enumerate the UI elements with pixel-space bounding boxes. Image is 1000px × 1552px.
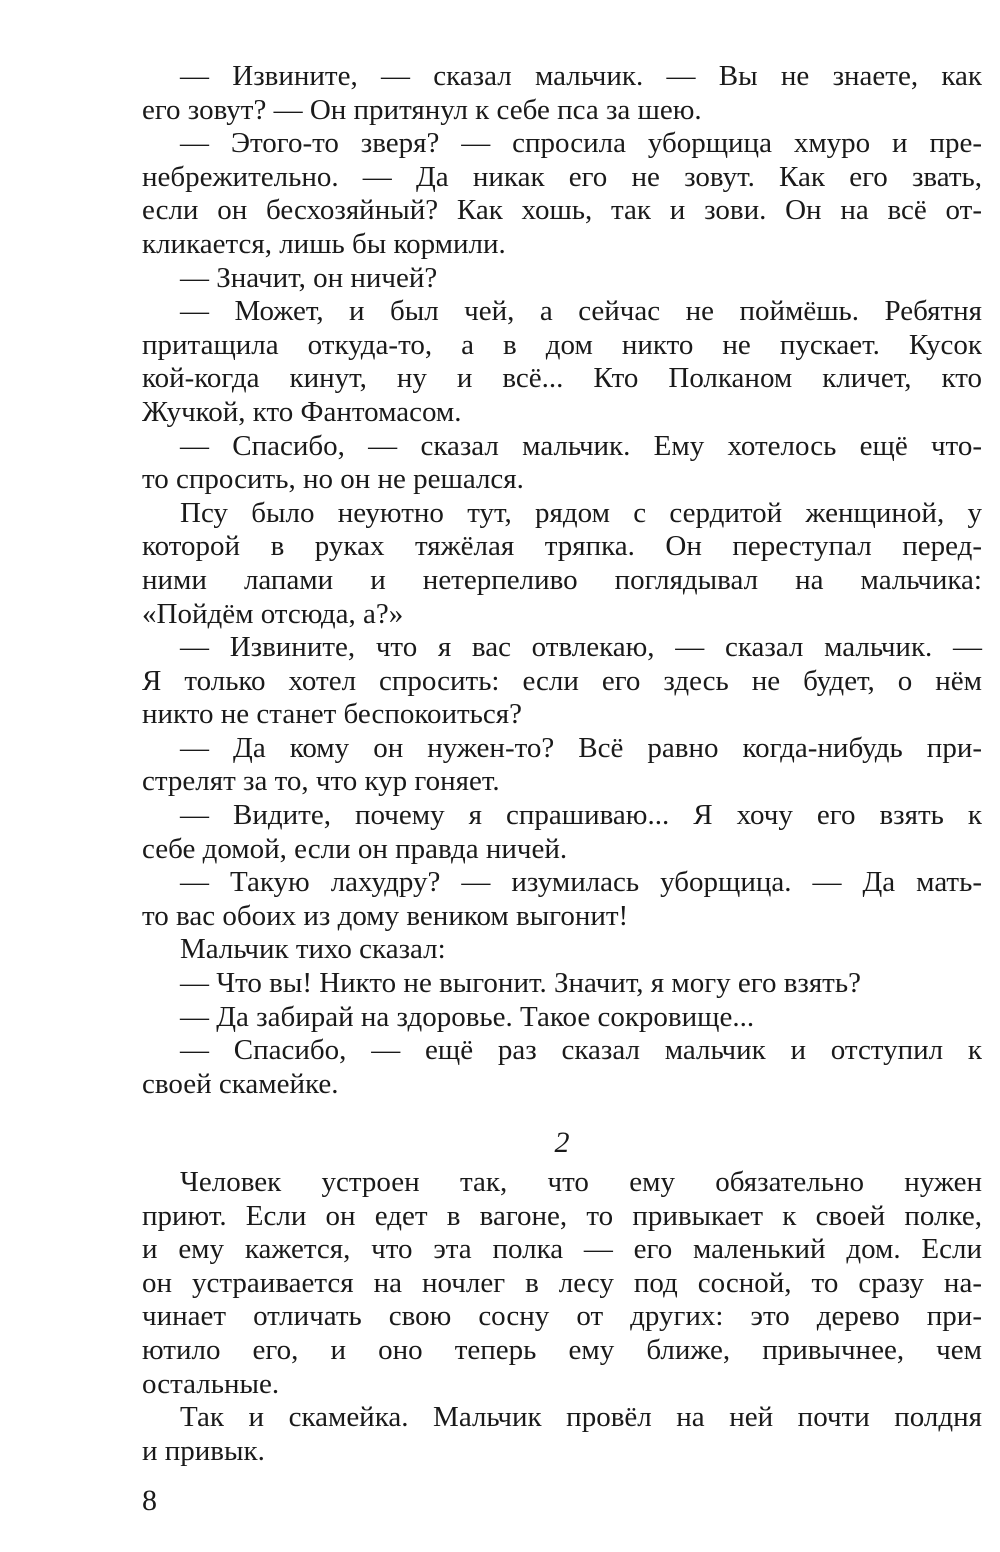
text-line: то вас обоих из дому веником выгонит! (142, 899, 629, 932)
text-line: — Извините, что я вас отвлекаю, — сказал мальчик. — (180, 631, 982, 664)
text-line: Я только хотел спросить: если его здесь не будет, о нём (142, 664, 982, 697)
text-line: — Спасибо, — сказал мальчик. Ему хотелось ещё что- (180, 429, 982, 462)
chapter-number: 2 (554, 1126, 570, 1159)
text-line: — Видите, почему я спрашиваю... Я хочу его взять к (180, 799, 982, 832)
text-line: — Этого-то зверя? — спросила уборщица хмуро и пре- (180, 127, 982, 160)
text-line: он устраивается на ночлег в лесу под сосной, то сразу на- (142, 1266, 982, 1299)
text-line: — Да кому он нужен-то? Всё равно когда-нибудь при- (180, 731, 982, 764)
text-line: — Извините, — сказал мальчик. — Вы не знаете, как (180, 60, 982, 92)
text-line: его зовут? — Он притянул к себе пса за шею. (142, 93, 702, 126)
text-line: Мальчик тихо сказал: (180, 933, 446, 966)
text-line: и привык. (142, 1434, 265, 1467)
text-line: кликается, лишь бы кормили. (142, 227, 506, 260)
text-line: Так и скамейка. Мальчик провёл на ней почти полдня (180, 1401, 982, 1434)
text-line: себе домой, если он правда ничей. (142, 832, 568, 865)
text-line: Человек устроен так, что ему обязательно нужен (180, 1166, 982, 1198)
text-line: — Да забирай на здоровье. Такое сокровище... (180, 1000, 755, 1033)
page-number: 8 (142, 1484, 157, 1517)
text-line: небрежительно. — Да никак его не зовут. Как его звать, (142, 160, 982, 193)
text-line: если он бесхозяйный? Как хошь, так и зови. Он на всё от- (142, 194, 982, 227)
text-line: — Может, и был чей, а сейчас не поймёшь. Ребятня (180, 295, 982, 328)
section-2-text (142, 1166, 982, 1468)
text-line: ними лапами и нетерпеливо поглядывал на мальчика: (142, 563, 982, 596)
text-line: — Значит, он ничей? (180, 261, 438, 294)
text-line: остальные. (142, 1367, 280, 1400)
text-line: которой в руках тяжёлая тряпка. Он переступал перед- (142, 530, 982, 563)
text-line: чинает отличать свою сосну от других: это дерево при- (142, 1300, 982, 1333)
text-line: кой-когда кинут, ну и всё... Кто Полканом кличет, кто (142, 362, 982, 395)
text-line: своей скамейке. (142, 1067, 339, 1100)
text-line: Псу было неуютно тут, рядом с сердитой женщиной, у (180, 496, 982, 529)
text-line: ютило его, и оно теперь ему ближе, привычнее, чем (142, 1333, 982, 1366)
text-line: «Пойдём отсюда, а?» (142, 597, 404, 630)
text-line: притащила откуда-то, а в дом никто не пускает. Кусок (142, 328, 982, 361)
text-line: то спросить, но он не решался. (142, 463, 524, 496)
text-line: — Такую лахудру? — изумилась уборщица. — Да мать- (180, 866, 982, 899)
section-1-text (142, 60, 982, 1101)
text-line: и ему кажется, что эта полка — его маленький дом. Если (142, 1233, 982, 1266)
text-line: — Что вы! Никто не выгонит. Значит, я могу его взять? (180, 967, 861, 1000)
text-line: Жучкой, кто Фантомасом. (142, 395, 462, 428)
text-line: никто не станет беспокоиться? (142, 698, 522, 731)
text-line: — Спасибо, — ещё раз сказал мальчик и отступил к (180, 1034, 982, 1067)
text-line: приют. Если он едет в вагоне, то привыкает к своей полке, (142, 1199, 982, 1232)
text-line: стрелят за то, что кур гоняет. (142, 765, 500, 798)
